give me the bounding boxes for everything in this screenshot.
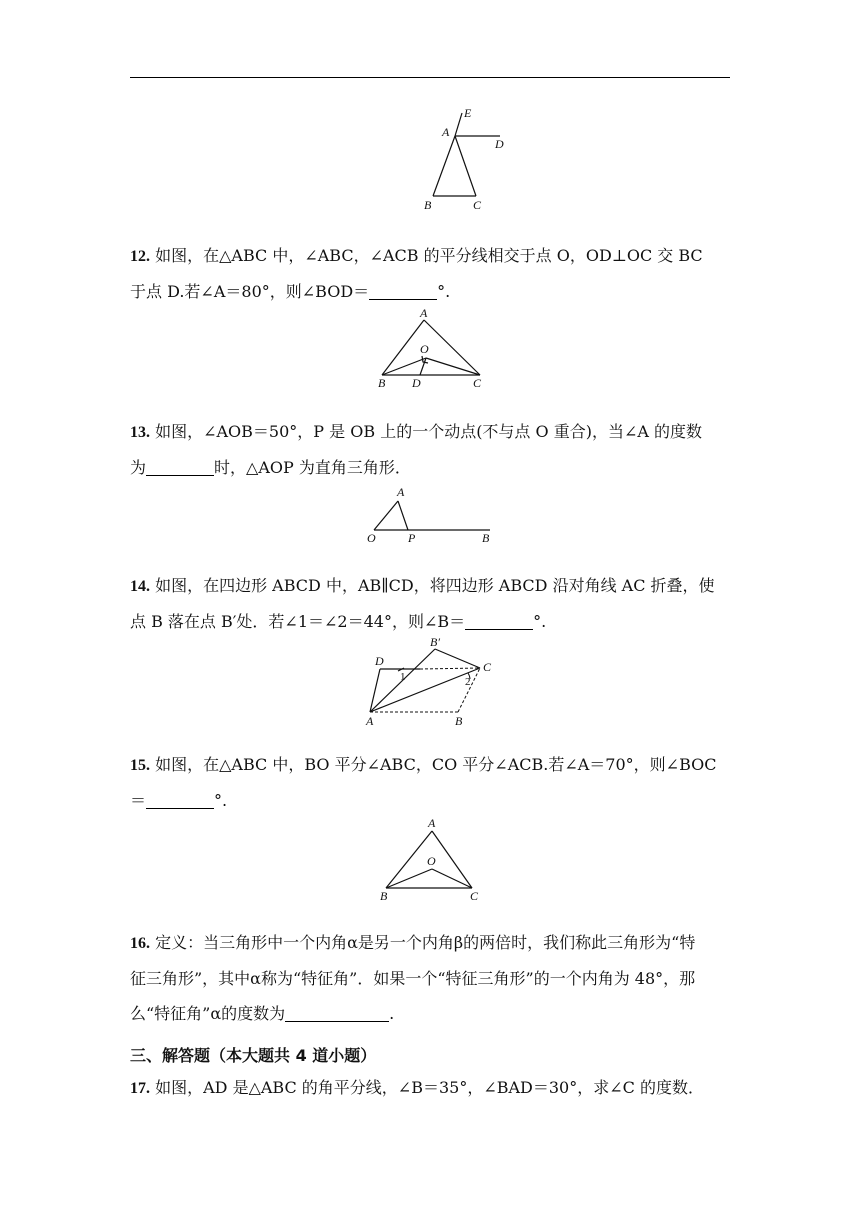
question-text-line1: 如图，∠AOB＝50°，P 是 OB 上的一个动点(不与点 O 重合)，当∠A 的度数 xyxy=(155,422,703,441)
answer-blank[interactable] xyxy=(146,459,214,476)
label-D: D xyxy=(495,137,504,151)
label-A: A xyxy=(366,714,374,728)
answer-blank[interactable] xyxy=(285,1005,389,1022)
question-number: 12. xyxy=(130,248,150,265)
label-A: A xyxy=(428,816,436,830)
question-12 xyxy=(130,238,732,309)
question-text-line1: 如图，在四边形 ABCD 中，AB∥CD，将四边形 ABCD 沿对角线 AC 折叠，使 xyxy=(155,576,715,595)
label-O: O xyxy=(367,531,376,545)
question-number: 16. xyxy=(130,935,150,952)
answer-blank[interactable] xyxy=(146,792,214,809)
question-text: 如图，AD 是△ABC 的角平分线，∠B＝35°，∠BAD＝30°，求∠C 的度数． xyxy=(155,1078,704,1097)
label-E: E xyxy=(464,106,472,120)
label-C: C xyxy=(483,660,492,674)
question-text-line1: 定义：当三角形中一个内角α是另一个内角β的两倍时，我们称此三角形为“特 xyxy=(155,933,696,952)
question-text-line3-pre: 么“特征角”α的度数为 xyxy=(130,1004,286,1023)
label-B: B xyxy=(482,531,490,545)
question-15 xyxy=(130,747,732,818)
question-number: 14. xyxy=(130,578,150,595)
section-title: 三、解答题（本大题共 4 道小题） xyxy=(130,1046,377,1065)
question-text-line2-post: °. xyxy=(437,282,451,301)
label-B: B xyxy=(378,376,386,390)
question-number: 13. xyxy=(130,424,150,441)
question-17 xyxy=(130,1070,732,1106)
label-B-prime: B′ xyxy=(430,635,440,649)
question-text-line3-post: . xyxy=(389,1004,395,1023)
label-B: B xyxy=(455,714,463,728)
question-text-line2-post: °. xyxy=(533,612,547,631)
figure-q11 xyxy=(420,105,520,215)
answer-blank[interactable] xyxy=(369,283,437,300)
question-16 xyxy=(130,925,732,1031)
label-B: B xyxy=(380,889,388,903)
label-angle-1: 1 xyxy=(400,671,406,683)
figure-q13 xyxy=(362,482,502,547)
label-B: B xyxy=(424,198,432,212)
question-text-line2-pre: 点 B 落在点 B′处．若∠1＝∠2＝44°，则∠B＝ xyxy=(130,612,466,631)
label-C: C xyxy=(473,198,482,212)
question-number: 15. xyxy=(130,757,150,774)
label-C: C xyxy=(470,889,479,903)
question-text-line2-pre: 为 xyxy=(130,458,147,477)
figure-q12 xyxy=(372,305,492,395)
label-angle-2: 2 xyxy=(465,676,471,688)
label-C: C xyxy=(473,376,482,390)
question-text-line2-post: 时，△AOP 为直角三角形． xyxy=(214,458,411,477)
question-text-line1: 如图，在△ABC 中，∠ABC，∠ACB 的平分线相交于点 O，OD⊥OC 交 BC xyxy=(155,246,703,265)
question-text-line2-post: °. xyxy=(214,791,228,810)
figure-q14 xyxy=(360,635,510,730)
question-14 xyxy=(130,568,732,639)
figure-q15 xyxy=(372,815,492,905)
question-text-line2-pre: 于点 D.若∠A＝80°，则∠BOD＝ xyxy=(130,282,370,301)
label-P: P xyxy=(408,531,416,545)
question-text-line2: 征三角形”，其中α称为“特征角”．如果一个“特征三角形”的一个内角为 48°，那 xyxy=(130,969,696,988)
label-O: O xyxy=(427,854,436,868)
label-D: D xyxy=(375,654,384,668)
answer-blank[interactable] xyxy=(465,613,533,630)
label-A: A xyxy=(442,125,450,139)
label-A: A xyxy=(397,485,405,499)
question-text-line2-pre: ＝ xyxy=(130,791,147,810)
question-text-line1: 如图，在△ABC 中，BO 平分∠ABC，CO 平分∠ACB.若∠A＝70°，则∠BOC xyxy=(155,755,717,774)
label-A: A xyxy=(420,306,428,320)
question-number: 17. xyxy=(130,1080,150,1097)
question-13 xyxy=(130,414,732,485)
label-D: D xyxy=(412,376,421,390)
label-O: O xyxy=(420,342,429,356)
header-rule xyxy=(130,77,730,78)
